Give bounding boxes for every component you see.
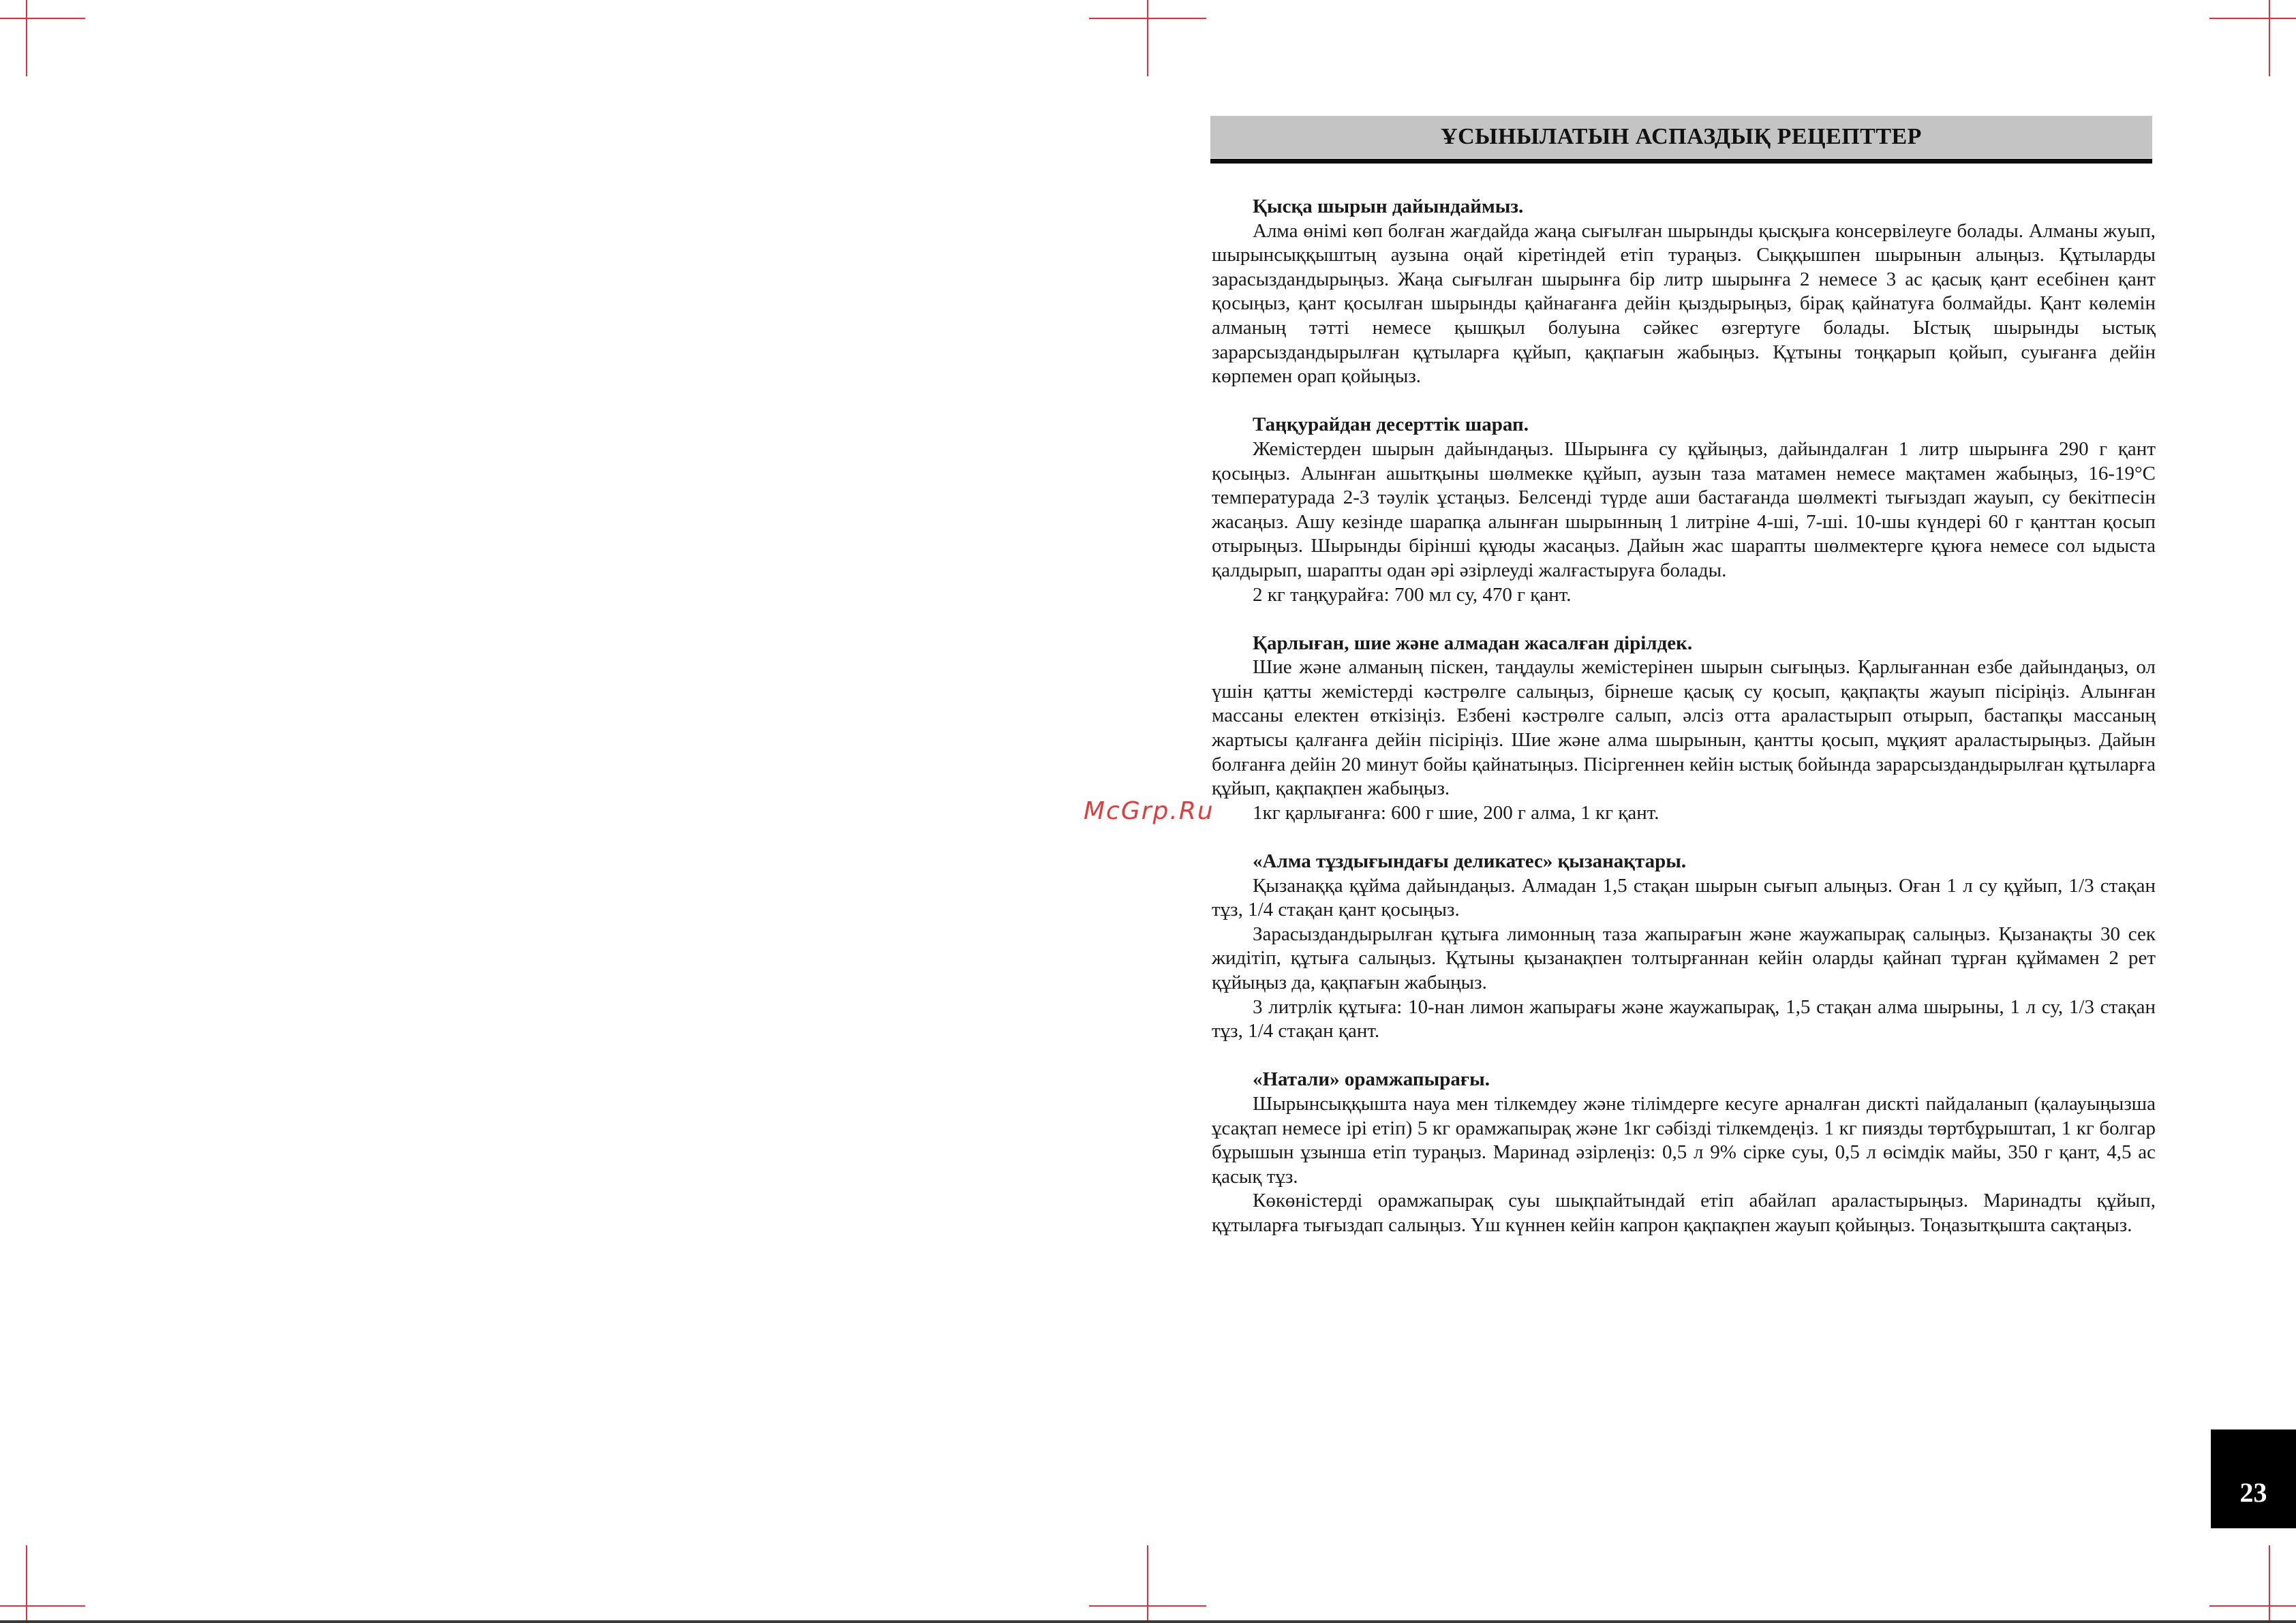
recipe-ingredients: 2 кг таңқурайға: 700 мл су, 470 г қант. — [1253, 583, 1572, 606]
watermark-text: McGrp.Ru — [1084, 797, 1214, 825]
crop-mark — [1147, 1545, 1148, 1623]
recipe-title: Таңқурайдан десерттік шарап. — [1253, 414, 1529, 436]
crop-mark — [2209, 18, 2296, 19]
recipe-title: «Натали» орамжапырағы. — [1253, 1068, 1490, 1091]
crop-mark — [0, 18, 85, 19]
recipe-title: Қысқа шырын дайындаймыз. — [1253, 196, 1524, 217]
crop-mark — [1147, 0, 1148, 76]
section-header — [1210, 116, 2152, 158]
recipe-section — [1212, 850, 2156, 1044]
crop-mark — [26, 1545, 27, 1623]
crop-mark — [2269, 1545, 2270, 1623]
section-title: ҰСЫНЫЛАТЫН АСПАЗДЫҚ РЕЦЕПТТЕР — [1441, 124, 1922, 149]
header-underline — [1210, 159, 2152, 164]
recipe-paragraph: Жемістерден шырын дайындаңыз. Шырынға су құйыңыз, дайындалған 1 литр шырынға 290 г қант қосыңыз. Алынған ашытқыны шөлмекке құйып, аузын таза матамен немесе мақтамен жабыңыз, 16-19°С температурада 2-3 тәулік ұстаңыз. Белсенді түрде аши бастағанда шөлмекті тығыздап жауып, су бекітпесін жасаңыз. Ашу кезінде шарапқа алынған шырынның 1 литріне 4-ші, 7-ші. 10-шы күндері 60 г қанттан қосып отырыңыз. Шырынды бірінші құюды жасаңыз. Дайын жас шарапты шөлмектерге құюға немесе сол ыдыста қалдырып, шарапты одан әрі әзірлеуді жалғастыруға болады. — [1212, 437, 2156, 581]
recipe-paragraph: Шие және алманың піскен, таңдаулы жемістерінен шырын сығыңыз. Қарлығаннан езбе дайындаңыз, ол үшін қатты жемістерді кәстрөлге салыңыз, бірнеше қасық су қосып, қақпақты жауып пісіріңіз. Алынған массаны електен өткізіңіз. Езбені кәстрөлге салып, әлсіз отта араластырып отырып, бастапқы массаның жартысы қалғанға дейін пісіріңіз. Шие және алма шырынын, қантты қосып, мұқият араластырыңыз. Дайын болғанға дейін 20 минут бойы қайнатыңыз. Пісіргеннен кейін ыстық бойында зарарсыздандырылған құтыларға құйып, қақпақпен жабыңыз. — [1212, 656, 2156, 800]
crop-mark — [2209, 1605, 2296, 1607]
crop-mark — [26, 0, 27, 76]
recipe-paragraph: Шырынсыққышта науа мен тілкемдеу және тілімдерге кесуге арналған дискті пайдаланып (қалауыңызша ұсақтап немесе ірі етіп) 5 кг орамжапырақ және 1кг сәбізді тілкемдеңіз. 1 кг пиязды төртбұрыштап, 1 кг болгар бұрышын ұзынша етіп тураңыз. Маринад әзірлеңіз: 0,5 л 9% сірке суы, 0,5 л өсімдік майы, 350 г қант, 4,5 ас қасық тұз. — [1212, 1092, 2156, 1188]
recipe-title: «Алма тұздығындағы деликатес» қызанақтары. — [1253, 850, 1687, 873]
recipe-section — [1212, 632, 2156, 826]
recipe-paragraph: Зарасыздандырылған құтыға лимонның таза жапырағын және жаужапырақ салыңыз. Қызанақты 30 сек жидітіп, құтыға салыңыз. Құтыны қызанақпен толтырғаннан кейін оларды қайнап тұрған құймамен 2 рет құйыңыз да, қақпағын жабыңыз. — [1212, 923, 2156, 993]
crop-mark — [0, 1605, 85, 1607]
recipe-paragraph: Алма өнімі көп болған жағдайда жаңа сығылған шырынды қысқыға консервілеуге болады. Алманы жуып, шырынсыққыштың аузына оңай кіретіндей етіп тураңыз. Сыққышпен шырынын алыңыз. Құтыларды зарасыздандырыңыз. Жаңа сығылған шырынға бір литр шырынға 2 немесе 3 ас қасық қант есебінен қант қосыңыз, қант қосылған шырынды қайнағанға дейін қыздырыңыз, бірақ қайнатуға болмайды. Қант көлемін алманың тәтті немесе қышқыл болуына сәйкес өзгертуге болады. Ыстық шырынды ыстық зарарсыздандырылған құтыларға құйып, қақпағын жабыңыз. Құтыны тоңқарып қойып, суығанға дейін көрпемен орап қойыңыз. — [1212, 219, 2156, 388]
page-bottom-rule — [0, 1620, 2296, 1623]
recipe-section — [1212, 1068, 2156, 1237]
page-number: 23 — [2211, 1429, 2296, 1528]
recipe-ingredients: 3 литрлік құтыға: 10-нан лимон жапырағы және жаужапырақ, 1,5 стақан алма шырыны, 1 л су, 1/3 стақан тұз, 1/4 стақан қант. — [1212, 995, 2156, 1042]
recipe-paragraph: Қызанаққа құйма дайындаңыз. Алмадан 1,5 стақан шырын сығып алыңыз. Оған 1 л су құйып, 1/3 стақан тұз, 1/4 стақан қант қосыңыз. — [1212, 874, 2156, 921]
recipe-title: Қарлыған, шие және алмадан жасалған дірілдек. — [1253, 632, 1693, 654]
recipe-paragraph: Көкөністерді орамжапырақ суы шықпайтындай етіп абайлап араластырыңыз. Маринадты құйып, құтыларға тығыздап салыңыз. Үш күннен кейін капрон қақпақпен жауып қойыңыз. Тоңазытқышта сақтаңыз. — [1212, 1190, 2156, 1236]
recipe-ingredients: 1кг қарлығанға: 600 г шие, 200 г алма, 1 кг қант. — [1253, 801, 1659, 824]
recipe-section — [1212, 195, 2156, 389]
crop-mark — [2269, 0, 2270, 76]
recipes-content — [1212, 195, 2156, 1238]
recipe-section — [1212, 413, 2156, 607]
